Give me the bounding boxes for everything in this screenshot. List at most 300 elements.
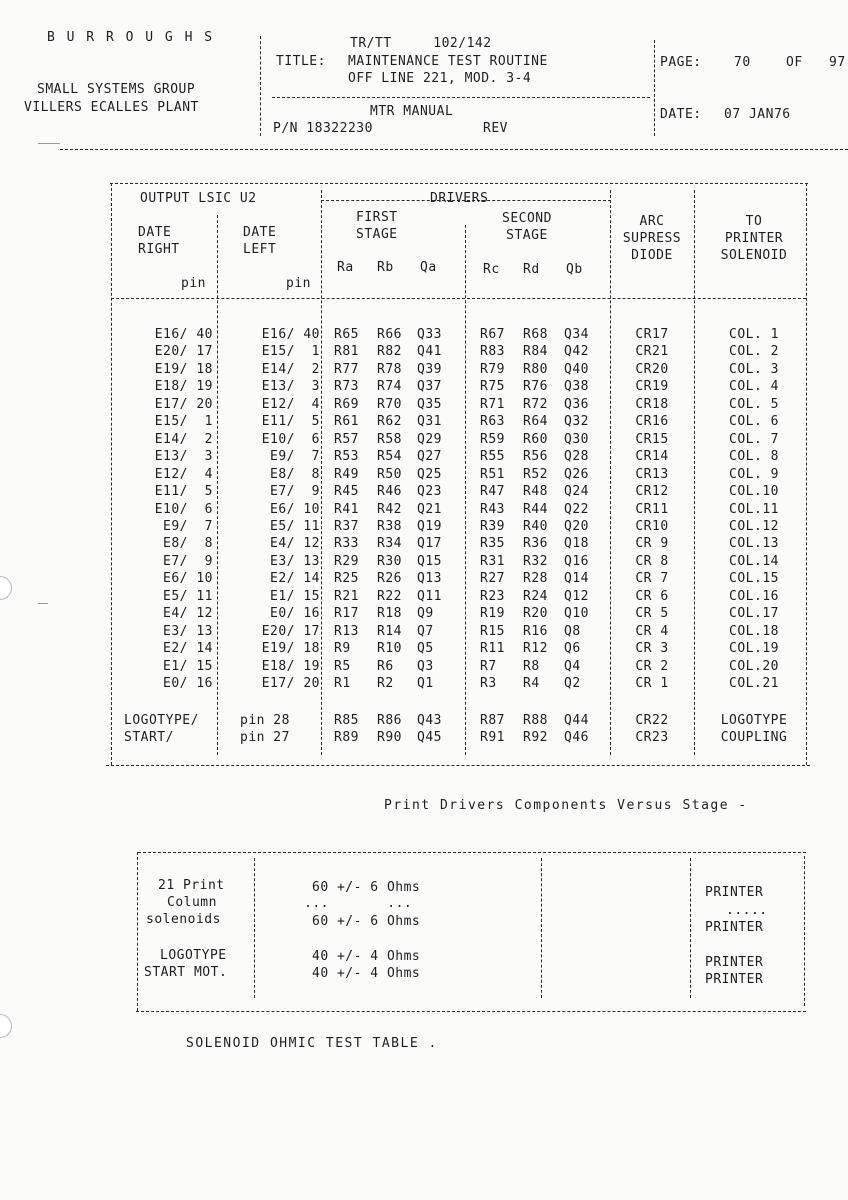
qa-cell: Q29 <box>417 432 442 447</box>
ohmic-border-left <box>137 852 138 1011</box>
rd-cell: R8 <box>523 659 540 674</box>
qb-cell: Q38 <box>564 379 589 394</box>
table-border-bottom <box>106 765 810 766</box>
rb-cell: R2 <box>377 676 394 691</box>
date-left-header: DATE LEFT <box>243 225 277 257</box>
page-label: PAGE: <box>660 55 702 70</box>
col-divider <box>694 190 695 755</box>
ohmic-divider <box>254 858 255 998</box>
first-stage-header: FIRST STAGE <box>356 210 398 242</box>
to-printer-cell: LOGOTYPE <box>720 713 788 728</box>
qa-cell: Q3 <box>417 659 434 674</box>
date-left-cell: E7/ 9 <box>270 484 320 499</box>
arc-diode-header: ARC SUPRESS DIODE <box>622 214 682 263</box>
date-right-cell: E15/ 1 <box>154 414 213 429</box>
date-left-cell: E16/ 40 <box>261 327 320 342</box>
date-right-cell: E7/ 9 <box>163 554 213 569</box>
manual-name: MTR MANUAL <box>370 104 454 119</box>
ohmic-dest-1: PRINTER <box>705 885 764 900</box>
rb-cell: R34 <box>377 536 402 551</box>
date-left-cell: E19/ 18 <box>261 641 320 656</box>
ra-cell: R89 <box>334 730 359 745</box>
date-right-cell: E0/ 16 <box>163 676 213 691</box>
rb-cell: R14 <box>377 624 402 639</box>
to-printer-cell: COL.21 <box>729 676 779 691</box>
date-right-cell: E6/ 10 <box>163 571 213 586</box>
rb-cell: R86 <box>377 713 402 728</box>
ohmic-value-1: 60 +/- 6 Ohms <box>312 880 421 895</box>
date-right-cell: E17/ 20 <box>154 397 213 412</box>
doc-code: TR/TT 102/142 <box>350 36 492 51</box>
date-left-cell: E2/ 14 <box>270 571 320 586</box>
ohmic-border-right <box>804 856 805 1006</box>
pin-header-left: pin <box>286 276 311 291</box>
qa-cell: Q27 <box>417 449 442 464</box>
rb-cell: R78 <box>377 362 402 377</box>
rd-cell: R76 <box>523 379 548 394</box>
date-right-cell: E13/ 3 <box>154 449 213 464</box>
header-title-rule <box>272 97 650 98</box>
header-rule <box>111 298 806 299</box>
company-name: B U R R O U G H S <box>47 30 215 45</box>
title-line2: OFF LINE 221, MOD. 3-4 <box>348 71 532 86</box>
to-printer-cell: COL.18 <box>729 624 779 639</box>
rb-cell: R30 <box>377 554 402 569</box>
to-printer-cell: COL. 7 <box>729 432 779 447</box>
rc-cell: R7 <box>480 659 497 674</box>
qa-cell: Q15 <box>417 554 442 569</box>
qb-cell: Q16 <box>564 554 589 569</box>
date-right-cell: E20/ 17 <box>154 344 213 359</box>
date-left-cell: E4/ 12 <box>270 536 320 551</box>
col-divider <box>465 225 466 755</box>
date-right-cell: E1/ 15 <box>163 659 213 674</box>
rd-cell: R88 <box>523 713 548 728</box>
qb-cell: Q24 <box>564 484 589 499</box>
qb-cell: Q14 <box>564 571 589 586</box>
ohmic-dots: ... ... <box>304 896 413 911</box>
date-left-cell: E1/ 15 <box>270 589 320 604</box>
rc-cell: R39 <box>480 519 505 534</box>
rc-cell: R71 <box>480 397 505 412</box>
arc-diode-cell: CR21 <box>635 344 669 359</box>
to-printer-cell: COL. 3 <box>729 362 779 377</box>
ra-cell: R33 <box>334 536 359 551</box>
date-left-cell: E5/ 11 <box>270 519 320 534</box>
date-right-cell: E19/ 18 <box>154 362 213 377</box>
rd-cell: R32 <box>523 554 548 569</box>
plant-name: VILLERS ECALLES PLANT <box>24 100 199 115</box>
rb-cell: R18 <box>377 606 402 621</box>
rc-cell: R51 <box>480 467 505 482</box>
qb-cell: Q28 <box>564 449 589 464</box>
rb-cell: R22 <box>377 589 402 604</box>
qb-cell: Q26 <box>564 467 589 482</box>
date-value: 07 JAN76 <box>724 107 791 122</box>
qb-cell: Q34 <box>564 327 589 342</box>
qb-header: Qb <box>566 262 583 277</box>
date-right-cell: E11/ 5 <box>154 484 213 499</box>
qa-cell: Q11 <box>417 589 442 604</box>
qa-cell: Q31 <box>417 414 442 429</box>
ra-cell: R77 <box>334 362 359 377</box>
ra-cell: R49 <box>334 467 359 482</box>
rd-cell: R44 <box>523 502 548 517</box>
rc-cell: R11 <box>480 641 505 656</box>
qb-cell: Q40 <box>564 362 589 377</box>
col-divider <box>321 190 322 755</box>
rb-cell: R70 <box>377 397 402 412</box>
header-divider-left <box>260 36 261 136</box>
arc-diode-cell: CR 6 <box>635 589 669 604</box>
output-header: OUTPUT LSIC U2 <box>140 191 257 206</box>
ra-cell: R9 <box>334 641 351 656</box>
arc-diode-cell: CR18 <box>635 397 669 412</box>
ra-cell: R81 <box>334 344 359 359</box>
qa-cell: Q17 <box>417 536 442 551</box>
arc-diode-cell: CR 7 <box>635 571 669 586</box>
ohmic-caption: SOLENOID OHMIC TEST TABLE . <box>186 1036 438 1051</box>
arc-diode-cell: CR 4 <box>635 624 669 639</box>
rc-cell: R55 <box>480 449 505 464</box>
rc-cell: R27 <box>480 571 505 586</box>
rc-cell: R91 <box>480 730 505 745</box>
ohmic-dest-2: PRINTER <box>705 920 764 935</box>
qa-cell: Q9 <box>417 606 434 621</box>
date-right-cell: E4/ 12 <box>163 606 213 621</box>
rb-cell: R10 <box>377 641 402 656</box>
date-left-cell: E14/ 2 <box>261 362 320 377</box>
ra-cell: R53 <box>334 449 359 464</box>
rd-cell: R60 <box>523 432 548 447</box>
group-name: SMALL SYSTEMS GROUP <box>37 82 196 97</box>
arc-diode-cell: CR 8 <box>635 554 669 569</box>
to-printer-cell: COL. 5 <box>729 397 779 412</box>
date-left-cell: E13/ 3 <box>261 379 320 394</box>
qa-cell: Q7 <box>417 624 434 639</box>
ra-cell: R21 <box>334 589 359 604</box>
arc-diode-cell: CR17 <box>635 327 669 342</box>
rd-cell: R64 <box>523 414 548 429</box>
pin-header-right: pin <box>181 276 206 291</box>
table-border-left <box>111 183 112 765</box>
drivers-header: DRIVERS <box>430 191 489 206</box>
arc-diode-cell: CR23 <box>635 730 669 745</box>
header-divider-right <box>654 40 655 136</box>
rb-cell: R82 <box>377 344 402 359</box>
rd-cell: R52 <box>523 467 548 482</box>
ra-cell: R1 <box>334 676 351 691</box>
to-printer-cell: COL.14 <box>729 554 779 569</box>
rc-cell: R75 <box>480 379 505 394</box>
to-printer-cell: COL.12 <box>729 519 779 534</box>
page-total: 97 <box>829 55 846 70</box>
qb-cell: Q20 <box>564 519 589 534</box>
date-label: DATE: <box>660 107 702 122</box>
rb-cell: R58 <box>377 432 402 447</box>
rb-cell: R54 <box>377 449 402 464</box>
to-printer-cell: COL.16 <box>729 589 779 604</box>
ra-cell: R65 <box>334 327 359 342</box>
rd-cell: R48 <box>523 484 548 499</box>
rb-cell: R66 <box>377 327 402 342</box>
date-right-cell: E2/ 14 <box>163 641 213 656</box>
to-printer-cell: COL. 9 <box>729 467 779 482</box>
to-printer-cell: COL. 4 <box>729 379 779 394</box>
qb-cell: Q12 <box>564 589 589 604</box>
rd-cell: R84 <box>523 344 548 359</box>
date-right-cell: E9/ 7 <box>163 519 213 534</box>
qa-cell: Q21 <box>417 502 442 517</box>
date-right-cell: E18/ 19 <box>154 379 213 394</box>
ra-cell: R25 <box>334 571 359 586</box>
ohmic-dest-dots: ..... <box>726 903 768 918</box>
date-left-cell: E3/ 13 <box>270 554 320 569</box>
ohmic-desc-3: solenoids <box>146 912 221 927</box>
revision-label: REV <box>483 121 508 136</box>
date-right-cell: START/ <box>124 730 174 745</box>
date-right-cell: E12/ 4 <box>154 467 213 482</box>
date-left-cell: E11/ 5 <box>261 414 320 429</box>
qa-cell: Q37 <box>417 379 442 394</box>
qb-cell: Q8 <box>564 624 581 639</box>
rc-header: Rc <box>483 262 500 277</box>
to-printer-cell: COL.20 <box>729 659 779 674</box>
qa-cell: Q33 <box>417 327 442 342</box>
ohmic-value-4: 40 +/- 4 Ohms <box>312 966 421 981</box>
ohmic-border-top <box>138 852 806 853</box>
qa-cell: Q45 <box>417 730 442 745</box>
date-left-cell: E6/ 10 <box>270 502 320 517</box>
qb-cell: Q6 <box>564 641 581 656</box>
arc-diode-cell: CR22 <box>635 713 669 728</box>
date-left-cell: E9/ 7 <box>270 449 320 464</box>
rb-cell: R42 <box>377 502 402 517</box>
ohmic-dest-3: PRINTER <box>705 955 764 970</box>
rc-cell: R35 <box>480 536 505 551</box>
ra-cell: R85 <box>334 713 359 728</box>
qa-cell: Q41 <box>417 344 442 359</box>
date-left-cell: pin 28 <box>240 713 290 728</box>
qb-cell: Q32 <box>564 414 589 429</box>
rc-cell: R47 <box>480 484 505 499</box>
ohmic-dest-4: PRINTER <box>705 972 764 987</box>
qa-cell: Q1 <box>417 676 434 691</box>
margin-mark <box>38 603 48 604</box>
ra-cell: R37 <box>334 519 359 534</box>
arc-diode-cell: CR16 <box>635 414 669 429</box>
date-left-cell: E18/ 19 <box>261 659 320 674</box>
ohmic-divider <box>541 858 542 998</box>
ohmic-value-3: 40 +/- 4 Ohms <box>312 949 421 964</box>
arc-diode-cell: CR19 <box>635 379 669 394</box>
to-printer-cell: COL. 1 <box>729 327 779 342</box>
rb-cell: R90 <box>377 730 402 745</box>
col-divider <box>610 190 611 755</box>
qb-cell: Q46 <box>564 730 589 745</box>
arc-diode-cell: CR12 <box>635 484 669 499</box>
date-left-cell: E12/ 4 <box>261 397 320 412</box>
to-printer-cell: COUPLING <box>720 730 788 745</box>
ohmic-divider <box>690 858 691 998</box>
rb-cell: R38 <box>377 519 402 534</box>
arc-diode-cell: CR 1 <box>635 676 669 691</box>
col-divider <box>217 215 218 755</box>
qb-cell: Q4 <box>564 659 581 674</box>
rd-cell: R92 <box>523 730 548 745</box>
ra-cell: R73 <box>334 379 359 394</box>
to-printer-cell: COL.17 <box>729 606 779 621</box>
to-printer-cell: COL.10 <box>729 484 779 499</box>
rb-header: Rb <box>377 260 394 275</box>
arc-diode-cell: CR11 <box>635 502 669 517</box>
title-label: TITLE: <box>276 54 326 69</box>
rd-cell: R24 <box>523 589 548 604</box>
arc-diode-cell: CR 9 <box>635 536 669 551</box>
rc-cell: R31 <box>480 554 505 569</box>
rd-cell: R4 <box>523 676 540 691</box>
page-of: OF <box>786 55 803 70</box>
rb-cell: R62 <box>377 414 402 429</box>
qa-cell: Q5 <box>417 641 434 656</box>
rd-cell: R16 <box>523 624 548 639</box>
rc-cell: R63 <box>480 414 505 429</box>
to-printer-cell: COL.11 <box>729 502 779 517</box>
date-right-cell: E16/ 40 <box>154 327 213 342</box>
punch-hole <box>0 576 12 600</box>
rb-cell: R74 <box>377 379 402 394</box>
date-left-cell: E17/ 20 <box>261 676 320 691</box>
qb-cell: Q42 <box>564 344 589 359</box>
ohmic-border-bottom <box>136 1011 806 1012</box>
qa-header: Qa <box>420 260 437 275</box>
ra-cell: R69 <box>334 397 359 412</box>
arc-diode-cell: CR15 <box>635 432 669 447</box>
qb-cell: Q22 <box>564 502 589 517</box>
rd-cell: R36 <box>523 536 548 551</box>
rc-cell: R15 <box>480 624 505 639</box>
ra-cell: R57 <box>334 432 359 447</box>
date-left-cell: E15/ 1 <box>261 344 320 359</box>
to-printer-cell: COL. 2 <box>729 344 779 359</box>
date-right-header: DATE RIGHT <box>138 225 180 257</box>
ohmic-desc-5: START MOT. <box>144 965 228 980</box>
arc-diode-cell: CR 2 <box>635 659 669 674</box>
date-left-cell: E10/ 6 <box>261 432 320 447</box>
rb-cell: R26 <box>377 571 402 586</box>
ohmic-desc-1: 21 Print <box>158 878 225 893</box>
rc-cell: R83 <box>480 344 505 359</box>
date-right-cell: E14/ 2 <box>154 432 213 447</box>
qa-cell: Q23 <box>417 484 442 499</box>
arc-diode-cell: CR 3 <box>635 641 669 656</box>
arc-diode-cell: CR13 <box>635 467 669 482</box>
qb-cell: Q30 <box>564 432 589 447</box>
arc-diode-cell: CR10 <box>635 519 669 534</box>
ra-header: Ra <box>337 260 354 275</box>
rb-cell: R6 <box>377 659 394 674</box>
rd-cell: R20 <box>523 606 548 621</box>
ra-cell: R29 <box>334 554 359 569</box>
rd-cell: R40 <box>523 519 548 534</box>
ra-cell: R17 <box>334 606 359 621</box>
date-left-cell: E20/ 17 <box>261 624 320 639</box>
rd-cell: R56 <box>523 449 548 464</box>
ohmic-desc-4: LOGOTYPE <box>160 948 227 963</box>
date-left-cell: pin 27 <box>240 730 290 745</box>
header-bottom-rule <box>60 149 848 150</box>
rc-cell: R23 <box>480 589 505 604</box>
arc-diode-cell: CR 5 <box>635 606 669 621</box>
table-border-top <box>110 183 808 184</box>
title-line1: MAINTENANCE TEST ROUTINE <box>348 54 548 69</box>
arc-diode-cell: CR14 <box>635 449 669 464</box>
rd-cell: R80 <box>523 362 548 377</box>
date-right-cell: E5/ 11 <box>163 589 213 604</box>
qa-cell: Q25 <box>417 467 442 482</box>
rd-cell: R28 <box>523 571 548 586</box>
to-printer-cell: COL.15 <box>729 571 779 586</box>
arc-diode-cell: CR20 <box>635 362 669 377</box>
rd-header: Rd <box>523 262 540 277</box>
date-left-cell: E8/ 8 <box>270 467 320 482</box>
rc-cell: R19 <box>480 606 505 621</box>
qa-cell: Q39 <box>417 362 442 377</box>
rc-cell: R67 <box>480 327 505 342</box>
rc-cell: R79 <box>480 362 505 377</box>
ra-cell: R41 <box>334 502 359 517</box>
qa-cell: Q43 <box>417 713 442 728</box>
to-printer-cell: COL. 8 <box>729 449 779 464</box>
to-printer-cell: COL.13 <box>729 536 779 551</box>
page-number: 70 <box>734 55 751 70</box>
qb-cell: Q18 <box>564 536 589 551</box>
rc-cell: R59 <box>480 432 505 447</box>
rb-cell: R50 <box>377 467 402 482</box>
rd-cell: R72 <box>523 397 548 412</box>
drivers-caption: Print Drivers Components Versus Stage - <box>384 798 748 813</box>
to-printer-header: TO PRINTER SOLENOID <box>720 214 788 263</box>
date-right-cell: E10/ 6 <box>154 502 213 517</box>
qb-cell: Q36 <box>564 397 589 412</box>
qa-cell: Q35 <box>417 397 442 412</box>
punch-hole <box>0 1014 12 1038</box>
ra-cell: R13 <box>334 624 359 639</box>
qb-cell: Q2 <box>564 676 581 691</box>
to-printer-cell: COL.19 <box>729 641 779 656</box>
date-right-cell: E8/ 8 <box>163 536 213 551</box>
rc-cell: R87 <box>480 713 505 728</box>
qb-cell: Q10 <box>564 606 589 621</box>
qa-cell: Q13 <box>417 571 442 586</box>
qa-cell: Q19 <box>417 519 442 534</box>
rd-cell: R12 <box>523 641 548 656</box>
margin-mark <box>38 143 60 144</box>
date-right-cell: LOGOTYPE/ <box>124 713 199 728</box>
date-right-cell: E3/ 13 <box>163 624 213 639</box>
second-stage-header: SECOND STAGE <box>502 211 552 243</box>
ra-cell: R45 <box>334 484 359 499</box>
rb-cell: R46 <box>377 484 402 499</box>
rc-cell: R43 <box>480 502 505 517</box>
ra-cell: R61 <box>334 414 359 429</box>
rd-cell: R68 <box>523 327 548 342</box>
ohmic-value-2: 60 +/- 6 Ohms <box>312 914 421 929</box>
rc-cell: R3 <box>480 676 497 691</box>
part-number: P/N 18322230 <box>273 121 373 136</box>
to-printer-cell: COL. 6 <box>729 414 779 429</box>
date-left-cell: E0/ 16 <box>270 606 320 621</box>
